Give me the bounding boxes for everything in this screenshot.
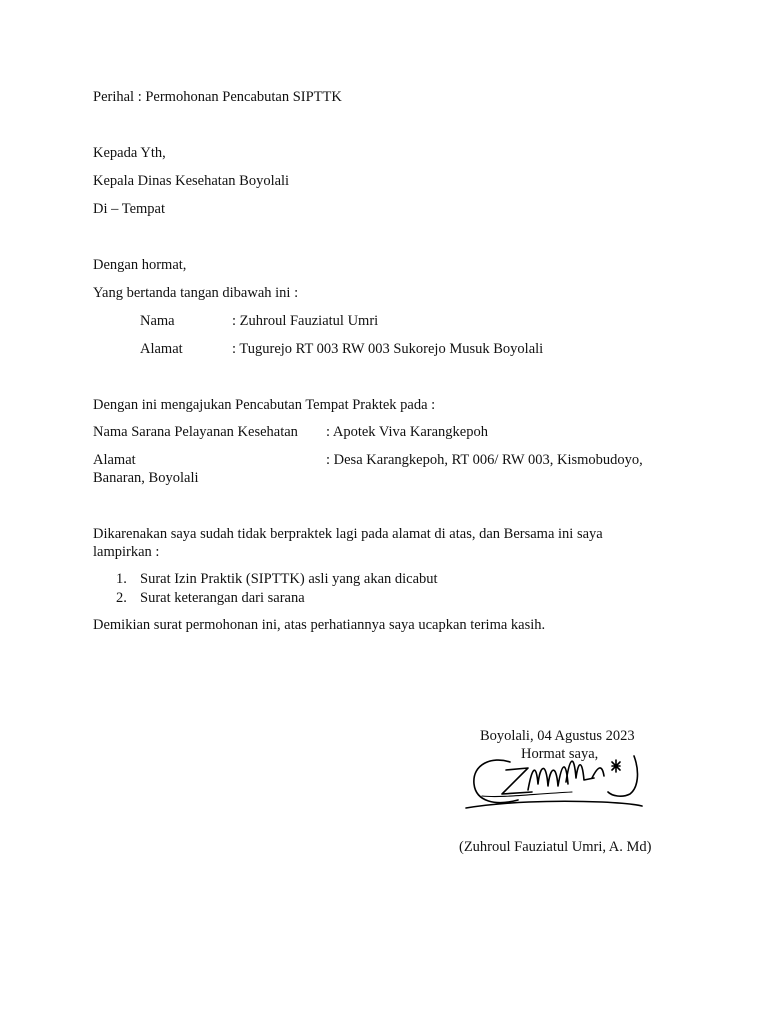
attachment-number: 1. (116, 571, 127, 587)
recipient-line-1: Kepada Yth, (93, 145, 166, 161)
facility-address-value-1: : Desa Karangkepoh, RT 006/ RW 003, Kismobudoyo, (326, 452, 643, 468)
intro-line: Yang bertanda tangan dibawah ini : (93, 285, 299, 301)
recipient-line-2: Kepala Dinas Kesehatan Boyolali (93, 173, 290, 189)
facility-address-value-2: Banaran, Boyolali (93, 470, 199, 486)
place-date: Boyolali, 04 Agustus 2023 (480, 728, 635, 744)
applicant-name-label: Nama (140, 313, 175, 329)
recipient-line-3: Di – Tempat (93, 201, 166, 217)
applicant-name-value: : Zuhroul Fauziatul Umri (232, 313, 379, 329)
closing-line: Demikian surat permohonan ini, atas perhatiannya saya ucapkan terima kasih. (93, 617, 546, 633)
request-intro: Dengan ini mengajukan Pencabutan Tempat Praktek pada : (93, 397, 436, 413)
attachment-number: 2. (116, 590, 127, 606)
attachment-text: Surat Izin Praktik (SIPTTK) asli yang akan dicabut (140, 571, 438, 587)
facility-name-value: : Apotek Viva Karangkepoh (326, 424, 488, 440)
reason-line-2: lampirkan : (93, 544, 160, 560)
attachment-text: Surat keterangan dari sarana (140, 590, 305, 606)
signature-image (462, 748, 646, 818)
facility-address-label: Alamat (93, 452, 136, 468)
reason-line-1: Dikarenakan saya sudah tidak berpraktek lagi pada alamat di atas, dan Bersama ini saya (93, 526, 603, 542)
applicant-address-value: : Tugurejo RT 003 RW 003 Sukorejo Musuk Boyolali (232, 341, 544, 357)
greeting: Dengan hormat, (93, 257, 187, 273)
applicant-address-label: Alamat (140, 341, 183, 357)
regards: Hormat saya, (521, 746, 599, 762)
facility-name-label: Nama Sarana Pelayanan Kesehatan (93, 424, 298, 440)
signature-name: (Zuhroul Fauziatul Umri, A. Md) (459, 839, 652, 855)
subject-line: Perihal : Permohonan Pencabutan SIPTTK (93, 89, 342, 105)
